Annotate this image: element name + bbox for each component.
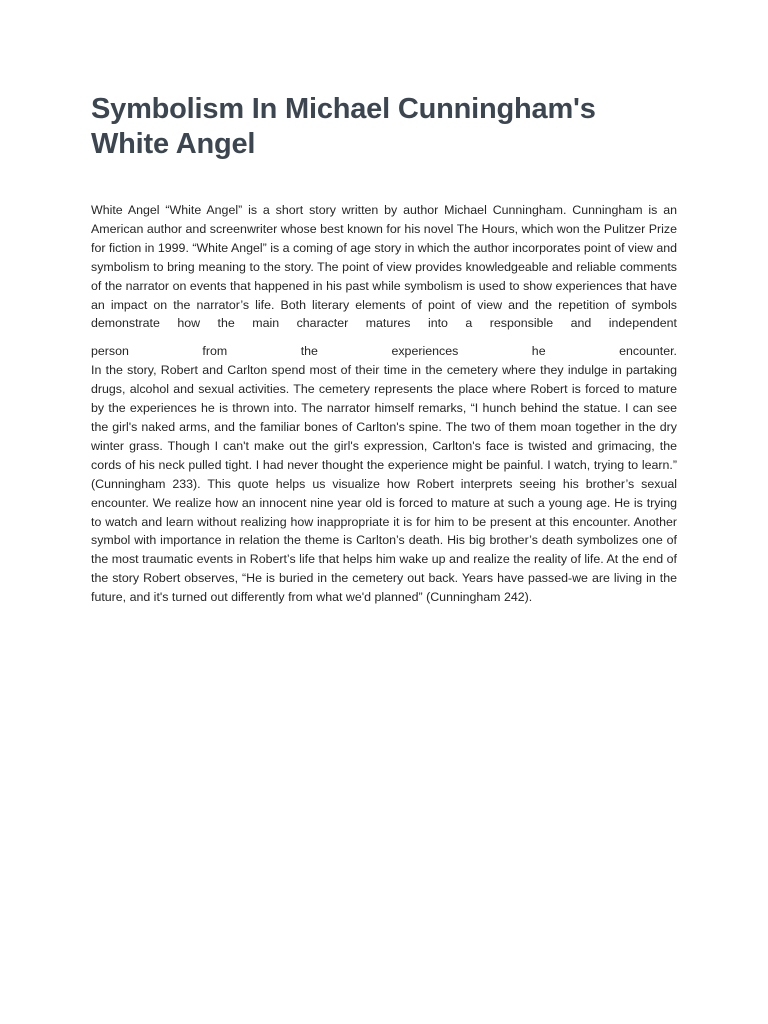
paragraph-cemetery: In the story, Robert and Carlton spend most of their time in the cemetery where they indulge in partaking drugs, alcohol and sexual activities. The cemetery represents the place where Robert is forced to mature by the experiences he is thrown into. The narrator himself remarks, “I hunch behind the statue. I can see the girl's naked arms, and the familiar bones of Carlton's spine. The two of them moan together in the dry winter grass. Though I can't make out the girl's expression, Carlton's face is twisted and grimacing, the cords of his neck pulled tight. I had never thought the experience might be painful. I watch, trying to learn.” (Cunningham 233). This quote helps us visualize how Robert interprets seeing his brother’s sexual encounter. We realize how an innocent nine year old is forced to mature at such a young age. He is trying to watch and learn without realizing how inappropriate it is for him to be present at this encounter. Another symbol with importance in relation the theme is Carlton’s death. His big brother’s death symbolizes one of the most traumatic events in Robert’s life that helps him wake up and realize the reality of life. At the end of the story Robert observes, “He is buried in the cemetery out back. Years have passed-we are living in the future, and it's turned out differently from what we'd planned” (Cunningham 242). <box>91 363 677 605</box>
paragraph-intro-text: White Angel “White Angel” is a short story written by author Michael Cunningham. Cunningham is an American author and screenwriter whose best known for his novel The Hours, which won the Pulitzer Prize for fiction in 1999. “White Angel” is a coming of age story in which the author incorporates point of view and symbolism to bring meaning to the story. The point of view provides knowledgeable and reliable comments of the narrator on events that happened in his past while symbolism is used to show experiences that have an impact on the narrator’s life. Both literary elements of point of view and the repetition of symbols demonstrate how the main character matures into a responsible and independent <box>91 203 677 331</box>
page-title: Symbolism In Michael Cunningham's White Angel <box>91 93 596 160</box>
document-body <box>91 201 677 607</box>
paragraph-intro <box>91 201 677 361</box>
paragraph-intro-tail: person from the experiences he encounter. <box>91 344 677 359</box>
